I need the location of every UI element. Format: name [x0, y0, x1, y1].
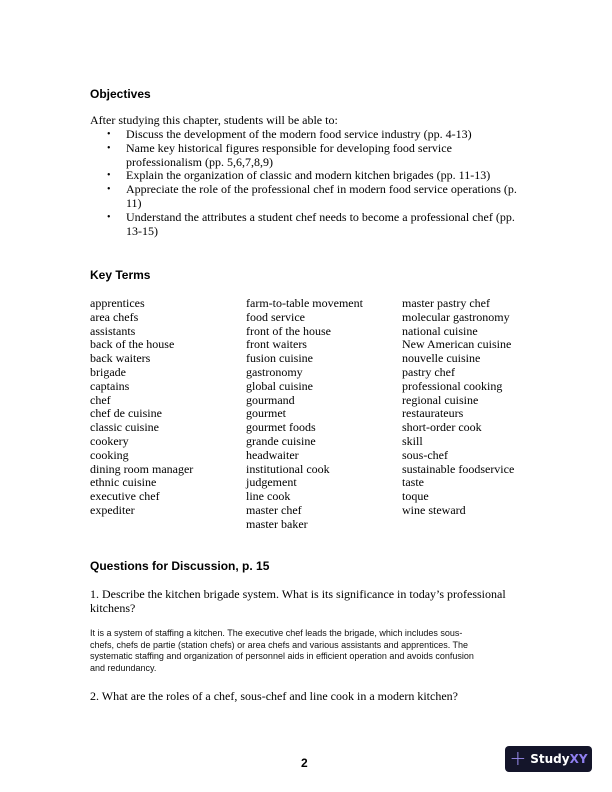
key-term: back waiters	[90, 351, 151, 366]
key-term: gourmet	[246, 406, 286, 421]
key-term: classic cuisine	[90, 420, 159, 435]
objective-item: • Name key historical figures responsible for developing food service professionalism (pp. 5,6,7,8,9)	[107, 140, 452, 169]
key-term: sustainable foodservice	[402, 461, 515, 476]
key-term: restaurateurs	[402, 406, 464, 421]
key-terms-heading: Key Terms	[90, 268, 151, 282]
objectives-heading: Objectives	[90, 87, 151, 101]
key-term: skill	[402, 433, 423, 448]
key-term: master baker	[246, 516, 308, 531]
key-term: brigade	[90, 364, 126, 379]
key-term: short-order cook	[402, 420, 482, 435]
key-term: gastronomy	[246, 364, 303, 379]
objective-item: • Understand the attributes a student chef needs to become a professional chef (pp. 13-15)	[107, 209, 515, 238]
key-term: regional cuisine	[402, 392, 479, 407]
key-term: New American cuisine	[402, 337, 512, 352]
key-term: captains	[90, 378, 130, 393]
key-term: professional cooking	[402, 378, 503, 393]
key-term: toque	[402, 489, 429, 504]
key-term: expediter	[90, 502, 135, 517]
key-term: master pastry chef	[402, 296, 490, 310]
key-term: food service	[246, 309, 305, 324]
key-term: molecular gastronomy	[402, 309, 510, 324]
key-term: judgement	[246, 475, 297, 490]
key-term: ethnic cuisine	[90, 475, 157, 490]
key-term: chef de cuisine	[90, 406, 162, 421]
objective-item: • Discuss the development of the modern food service industry (pp. 4-13)	[107, 127, 472, 141]
answer-1: It is a system of staffing a kitchen. The executive chef leads the brigade, which includes sous- chefs, chefs de partie (station chefs) or area chefs and various assistants and apprentices. The systematic staffing and organization of personnel aids in efficient operation and avoids confusion and redundancy.	[90, 628, 474, 674]
key-term: line cook	[246, 489, 291, 504]
key-terms-column-1	[90, 297, 193, 518]
key-term: gourmand	[246, 392, 295, 407]
key-terms-column-3	[402, 297, 514, 518]
bullet-icon: •	[107, 170, 111, 182]
page-number: 2	[301, 756, 308, 770]
key-terms-column-2	[246, 297, 363, 532]
key-term: taste	[402, 475, 424, 490]
plus-icon: +	[509, 746, 527, 770]
key-term: institutional cook	[246, 461, 330, 476]
key-term: pastry chef	[402, 364, 455, 379]
key-term: headwaiter	[246, 447, 299, 462]
question-2: 2. What are the roles of a chef, sous-chef and line cook in a modern kitchen?	[90, 689, 458, 703]
discussion-heading: Questions for Discussion, p. 15	[90, 559, 270, 573]
question-1: 1. Describe the kitchen brigade system. What is its significance in today’s professional kitchens?	[90, 587, 506, 615]
key-term: area chefs	[90, 309, 139, 324]
key-term: back of the house	[90, 337, 175, 352]
key-term: front waiters	[246, 337, 307, 352]
key-term: cooking	[90, 447, 129, 462]
key-term: assistants	[90, 323, 136, 338]
objectives-list	[90, 128, 530, 238]
bullet-icon: •	[107, 184, 111, 196]
key-term: gourmet foods	[246, 420, 316, 435]
bullet-icon: •	[107, 129, 111, 140]
key-term: chef	[90, 392, 111, 407]
key-term: global cuisine	[246, 378, 313, 393]
brand-logo-text: StudyXY	[530, 752, 588, 766]
studyxy-badge[interactable]	[505, 746, 592, 772]
objective-item: • Appreciate the role of the professional chef in modern food service operations (p. 11)	[107, 182, 517, 210]
key-term: cookery	[90, 433, 129, 448]
key-term: apprentices	[90, 296, 145, 310]
bullet-icon: •	[107, 142, 111, 154]
key-term: national cuisine	[402, 323, 478, 338]
bullet-icon: •	[107, 211, 111, 223]
key-term: wine steward	[402, 502, 466, 517]
key-term: dining room manager	[90, 461, 194, 476]
objective-item: • Explain the organization of classic and modern kitchen brigades (pp. 11-13)	[107, 168, 491, 183]
key-term: nouvelle cuisine	[402, 351, 481, 366]
key-term: master chef	[246, 502, 302, 517]
key-term: front of the house	[246, 323, 331, 338]
key-term: grande cuisine	[246, 433, 316, 448]
key-term: sous-chef	[402, 447, 448, 462]
key-term: executive chef	[90, 489, 160, 504]
objectives-intro: After studying this chapter, students will be able to:	[90, 113, 338, 127]
key-term: fusion cuisine	[246, 351, 313, 366]
key-term: farm-to-table movement	[246, 296, 363, 310]
